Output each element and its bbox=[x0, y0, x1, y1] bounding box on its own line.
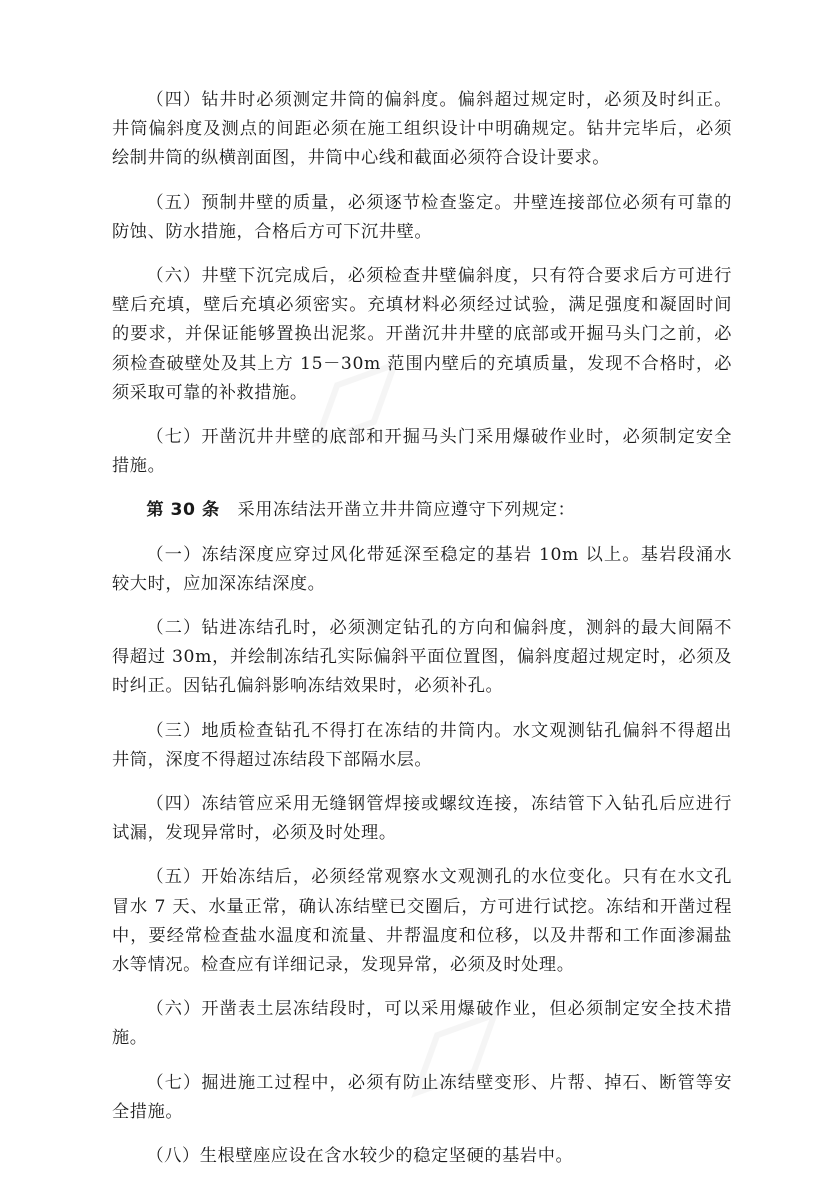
paragraph-text: （一）冻结深度应穿过风化带延深至稳定的基岩 10m 以上。基岩段涌水较大时，应加深冻结深度。 bbox=[112, 544, 732, 594]
paragraph-text: （四）钻井时必须测定井筒的偏斜度。偏斜超过规定时，必须及时纠正。井筒偏斜度及测点的间距必须在施工组织设计中明确规定。钻井完毕后，必须绘制井筒的纵横剖面图，井筒中心线和截面必须符合设计要求。 bbox=[112, 90, 732, 169]
paragraph-text: （五）开始冻结后，必须经常观察水文观测孔的水位变化。只有在水文孔冒水 7 天、水量正常，确认冻结壁已交圈后，方可进行试挖。冻结和开凿过程中，要经常检查盐水温度和流量、井帮温度和位移，以及井帮和工作面渗漏盐水等情况。检查应有详细记录，发现异常，必须及时处理。 bbox=[112, 867, 732, 976]
paragraph-text: （六）开凿表土层冻结段时，可以采用爆破作业，但必须制定安全技术措施。 bbox=[112, 999, 732, 1049]
paragraph-text: （四）冻结管应采用无缝钢管焊接或螺纹连接，冻结管下入钻孔后应进行试漏，发现异常时，必须及时处理。 bbox=[112, 794, 732, 844]
article-30-item-5 bbox=[112, 863, 732, 980]
paragraph-text: （三）地质检查钻孔不得打在冻结的井筒内。水文观测钻孔偏斜不得超出井筒，深度不得超过冻结段下部隔水层。 bbox=[112, 720, 732, 770]
article-intro-text: 采用冻结法开凿立井井筒应遵守下列规定： bbox=[219, 500, 576, 521]
article-number: 第 30 条 bbox=[146, 500, 220, 521]
paragraph-item-4 bbox=[112, 86, 732, 174]
article-30-heading bbox=[112, 496, 732, 525]
article-30-item-1 bbox=[112, 541, 732, 599]
paragraph-text: （五）预制井壁的质量，必须逐节检查鉴定。井壁连接部位必须有可靠的防蚀、防水措施，合格后方可下沉井壁。 bbox=[112, 192, 732, 242]
background-watermark: ◊ ◊ bbox=[289, 329, 530, 1120]
paragraph-text: （七）开凿沉井井壁的底部和开掘马头门采用爆破作业时，必须制定安全措施。 bbox=[112, 427, 732, 477]
paragraph-text: （七）掘进施工过程中，必须有防止冻结壁变形、片帮、掉石、断管等安全措施。 bbox=[112, 1072, 732, 1122]
paragraph-text: （二）钻进冻结孔时，必须测定钻孔的方向和偏斜度，测斜的最大间隔不得超过 30m，并绘制冻结孔实际偏斜平面位置图，偏斜度超过规定时，必须及时纠正。因钻孔偏斜影响冻结效果时，必须补孔。 bbox=[112, 618, 732, 697]
paragraph-item-7 bbox=[112, 423, 732, 481]
article-30-item-4 bbox=[112, 790, 732, 848]
article-30-item-2 bbox=[112, 614, 732, 702]
article-30-item-3 bbox=[112, 717, 732, 775]
paragraph-item-5 bbox=[112, 189, 732, 247]
paragraph-item-6 bbox=[112, 262, 732, 408]
paragraph-text: （六）井壁下沉完成后，必须检查井壁偏斜度，只有符合要求后方可进行壁后充填，壁后充填必须密实。充填材料必须经过试验，满足强度和凝固时间的要求，并保证能够置换出泥浆。开凿沉井井壁的底部或开掘马头门之前，必须检查破壁处及其上方 15－30m 范围内壁后的充填质量，发现不合格时，必须采取可靠的补救措施。 bbox=[112, 266, 732, 403]
paragraph-text: （八）生根壁座应设在含水较少的稳定坚硬的基岩中。 bbox=[146, 1146, 574, 1167]
article-30-item-7 bbox=[112, 1069, 732, 1127]
article-30-item-6 bbox=[112, 995, 732, 1053]
article-30-item-8 bbox=[112, 1142, 732, 1171]
document-page bbox=[112, 86, 732, 1186]
